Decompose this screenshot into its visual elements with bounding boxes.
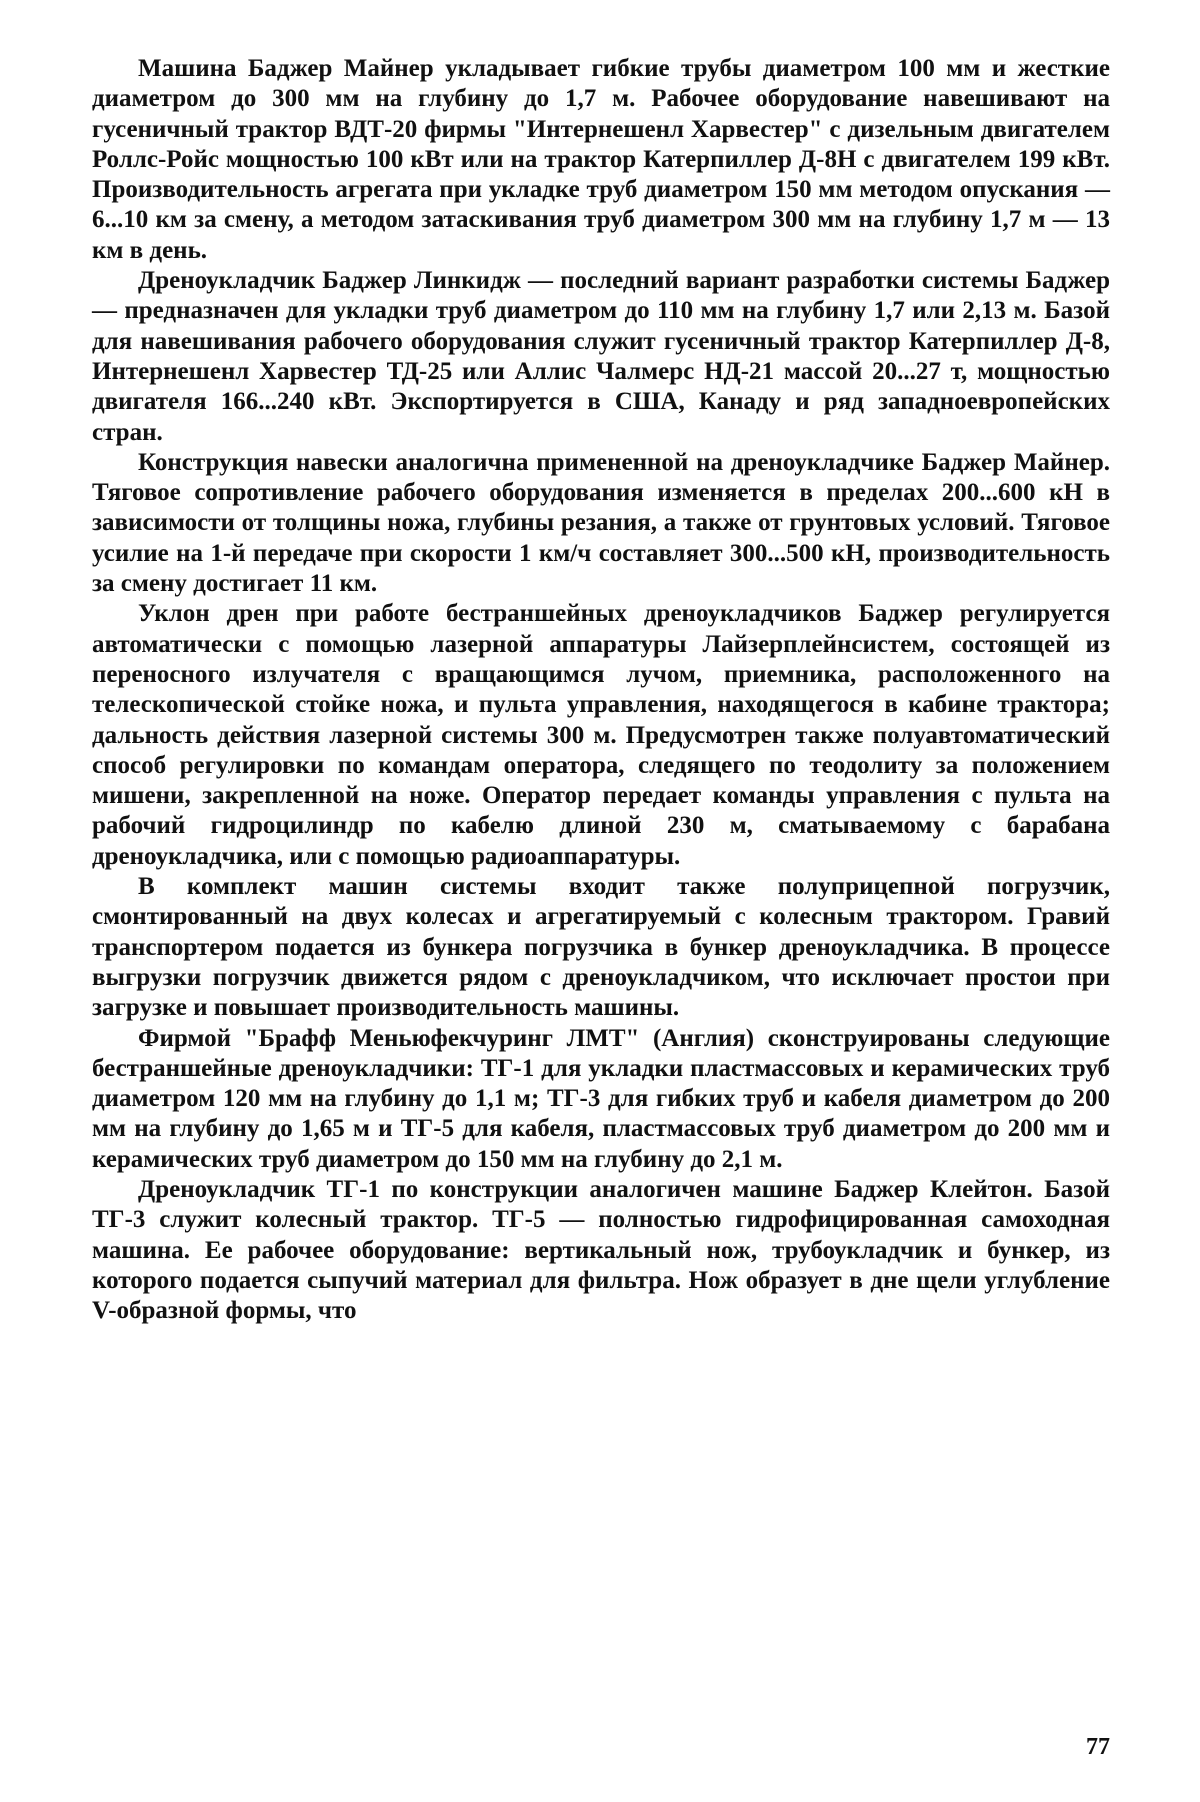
body-text [92, 54, 1110, 1326]
paragraph: Дреноукладчик ТГ-1 по конструкции аналогичен машине Баджер Клейтон. Базой ТГ-3 служит колесный трактор. ТГ-5 — полностью гидрофицированная самоходная машина. Ее рабочее оборудование: вертикальный нож, трубоукладчик и бункер, из которого подается сыпучий материал для фильтра. Нож образует в дне щели углубление V-образной формы, что [92, 1175, 1110, 1325]
paragraph: Машина Баджер Майнер укладывает гибкие трубы диаметром 100 мм и жесткие диаметром до 300 мм на глубину до 1,7 м. Рабочее оборудование навешивают на гусеничный трактор ВДТ-20 фирмы "Интернешенл Харвестер" с дизельным двигателем Роллс-Ройс мощностью 100 кВт или на трактор Катерпиллер Д-8Н с двигателем 199 кВт. Производительность агрегата при укладке труб диаметром 150 мм методом опускания — 6...10 км за смену, а методом затаскивания труб диаметром 300 мм на глубину 1,7 м — 13 км в день. [92, 55, 1110, 264]
paragraph: В комплект машин системы входит также полуприцепной погрузчик, смонтированный на двух колесах и агрегатируемый с колесным трактором. Гравий транспортером подается из бункера погрузчика в бункер дреноукладчика. В процессе выгрузки погрузчик движется рядом с дреноукладчиком, что исключает простои при загрузке и повышает производительность машины. [92, 873, 1110, 1022]
paragraph: Фирмой "Брафф Меньюфекчуринг ЛМТ" (Англия) сконструированы следующие бестраншейные дреноукладчики: ТГ-1 для укладки пластмассовых и керамических труб диаметром 120 мм на глубину до 1,1 м; ТГ-3 для гибких труб и кабеля диаметром до 200 мм на глубину до 1,65 м и ТГ-5 для кабеля, пластмассовых труб диаметром до 200 мм и керамических труб диаметром до 150 мм на глубину до 2,1 м. [92, 1024, 1110, 1173]
paragraph: Уклон дрен при работе бестраншейных дреноукладчиков Баджер регулируется автоматически с помощью лазерной аппаратуры Лайзерплейнсистем, состоящей из переносного излучателя с вращающимся лучом, приемника, расположенного на телескопической стойке ножа, и пульта управления, находящегося в кабине трактора; дальность действия лазерной системы 300 м. Предусмотрен также полуавтоматический способ регулировки по командам оператора, следящего по теодолиту за положением мишени, закрепленной на ноже. Оператор передает команды управления с пульта на рабочий гидроцилиндр по кабелю длиной 230 м, сматываемому с барабана дреноукладчика, или с помощью радиоаппаратуры. [92, 600, 1110, 870]
paragraph: Дреноукладчик Баджер Линкидж — последний вариант разработки системы Баджер — предназначен для укладки труб диаметром до 110 мм на глубину 1,7 или 2,13 м. Базой для навешивания рабочего оборудования служит гусеничный трактор Катерпиллер Д-8, Интернешенл Харвестер ТД-25 или Аллис Чалмерс НД-21 массой 20...27 т, мощностью двигателя 166...240 кВт. Экспортируется в США, Канаду и ряд западноевропейских стран. [92, 267, 1110, 446]
paragraph: Конструкция навески аналогична примененной на дреноукладчике Баджер Майнер. Тяговое сопротивление рабочего оборудования изменяется в пределах 200...600 кН в зависимости от толщины ножа, глубины резания, а также от грунтовых условий. Тяговое усилие на 1-й передаче при скорости 1 км/ч составляет 300...500 кН, производительность за смену достигает 11 км. [92, 448, 1110, 598]
page-number: 77 [1086, 1734, 1110, 1760]
